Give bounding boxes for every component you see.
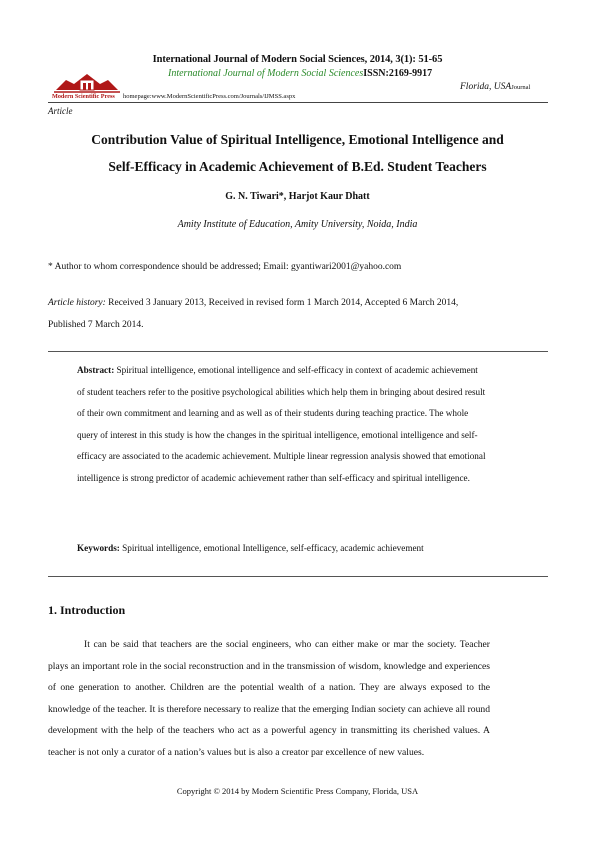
- history-text: Received 3 January 2013, Received in revised form 1 March 2014, Accepted 6 March 2014, Published 7 March 2014.: [48, 298, 459, 330]
- keywords: [77, 543, 497, 553]
- journal-place: [460, 82, 530, 92]
- abstract: [77, 360, 487, 490]
- abstract-bottom-divider: [48, 576, 548, 577]
- keywords-text: Spiritual intelligence, emotional Intelligence, self-efficacy, academic achievement: [119, 543, 424, 553]
- abstract-text: Spiritual intelligence, emotional intelligence and self-efficacy in context of academic achievement of student teachers refer to the positive psychological abilities which help them in bringing about desired result of their own commitment and learning and as well as of their students during teaching practice. The whole query of interest in this study is how the changes in the spiritual intelligence, emotional intelligence and self-efficacy are associated to the academic achievement. Multiple linear regression analysis showed that emotional intelligence is strong predictor of academic achievement rather than self-efficacy and spiritual intelligence.: [77, 365, 486, 483]
- logo-caption: Modern Scientific Press: [52, 93, 115, 100]
- copyright-footer: Copyright © 2014 by Modern Scientific Press Company, Florida, USA: [176, 786, 419, 796]
- affiliation: Amity Institute of Education, Amity University, Noida, India: [177, 219, 418, 230]
- homepage-link[interactable]: homepage:www.ModernScientificPress.com/Journals/IJMSS.aspx: [123, 93, 296, 100]
- journal-citation: International Journal of Modern Social Sciences, 2014, 3(1): 51-65: [152, 54, 443, 65]
- journal-name-row: [168, 68, 432, 79]
- article-type-label: Article: [48, 106, 73, 116]
- header-divider: [48, 102, 548, 103]
- history-label: Article history:: [48, 298, 106, 308]
- introduction-paragraph: It can be said that teachers are the social engineers, who can either make or mar the society. Teacher plays an important role in the social reconstruction and in the transmission of wisdom, knowledge and experiences of one generation to another. Children are the potential wealth of a nation. They are always exposed to the knowledge of the teacher. It is therefore necessary to realize that the emerging Indian society can achieve all round development with the help of the teachers who act as a powerful agency in transmitting its cherished values. A teacher is not only a curator of a nation’s values but is also a creator par excellence of new values.: [48, 639, 490, 758]
- title-line-2: Self-Efficacy in Academic Achievement of B.Ed. Student Teachers: [108, 159, 487, 174]
- title-line-1: Contribution Value of Spiritual Intelligence, Emotional Intelligence and: [91, 132, 504, 147]
- paper-title: [40, 126, 555, 180]
- abstract-top-divider: [48, 351, 548, 352]
- issn: ISSN:2169-9917: [363, 68, 433, 79]
- place-text: Florida, USA: [460, 82, 512, 92]
- section-heading: 1. Introduction: [48, 603, 126, 617]
- place-suffix: Journal: [511, 84, 531, 91]
- article-history: [48, 292, 488, 336]
- authors: G. N. Tiwari*, Harjot Kaur Dhatt: [225, 191, 370, 202]
- correspondence-note: * Author to whom correspondence should be addressed; Email: gyantiwari2001@yahoo.com: [48, 262, 402, 272]
- abstract-label: Abstract:: [77, 365, 115, 375]
- journal-name: International Journal of Modern Social Sciences: [168, 68, 364, 79]
- keywords-label: Keywords:: [77, 543, 120, 553]
